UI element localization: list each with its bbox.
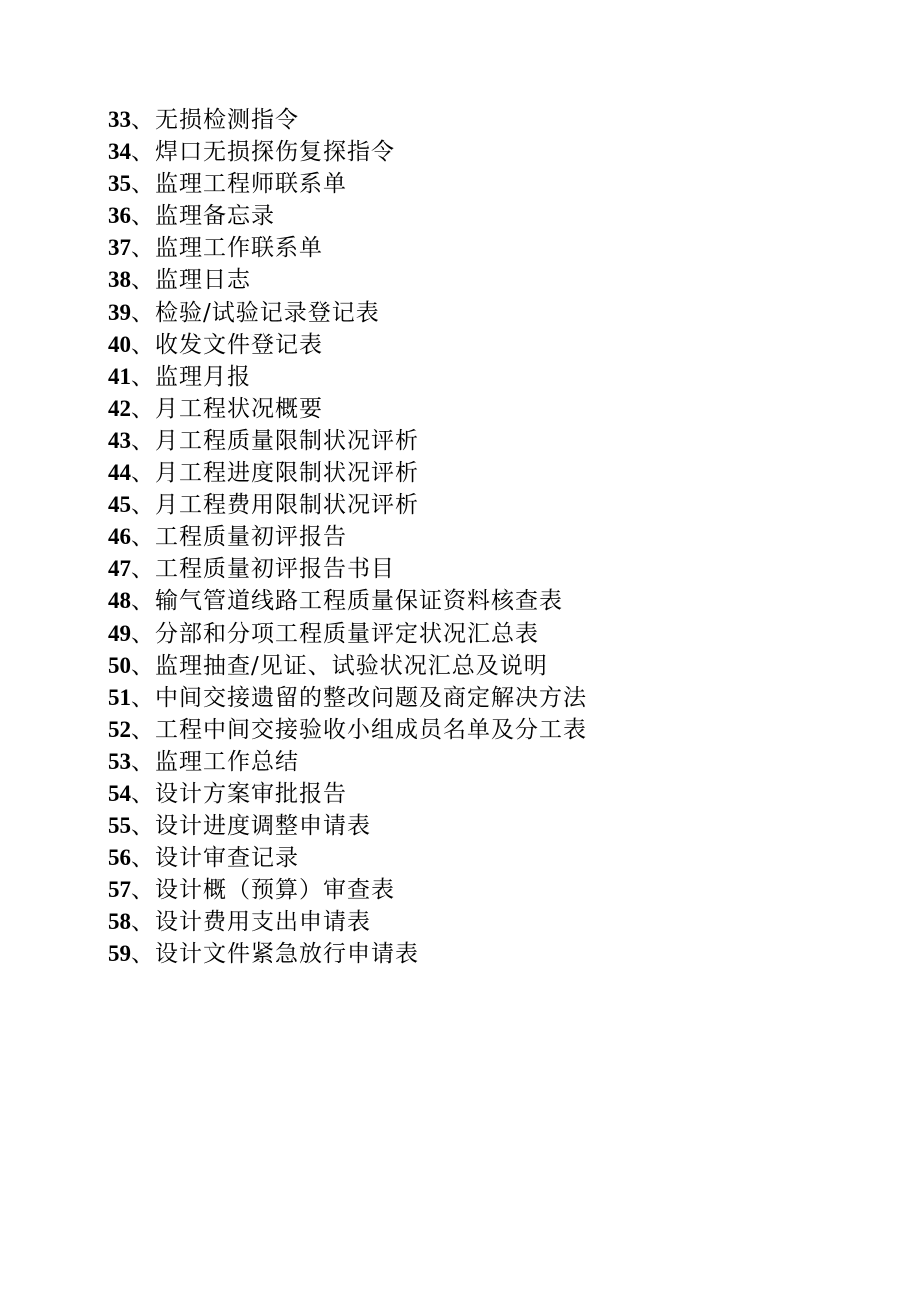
list-item bbox=[108, 521, 587, 553]
item-text: 、设计费用支出申请表 bbox=[131, 909, 371, 936]
list-item bbox=[108, 874, 587, 906]
item-number: 54 bbox=[108, 780, 131, 806]
item-text: 、收发文件登记表 bbox=[131, 331, 323, 358]
item-text: 、监理工程师联系单 bbox=[131, 171, 347, 198]
item-number: 56 bbox=[108, 845, 131, 871]
list-item bbox=[108, 553, 587, 585]
list-item bbox=[108, 329, 587, 361]
item-number: 45 bbox=[108, 492, 131, 518]
list-item bbox=[108, 778, 587, 810]
item-text: 、设计文件紧急放行申请表 bbox=[131, 941, 419, 968]
item-number: 39 bbox=[108, 299, 131, 325]
list-item bbox=[108, 136, 587, 168]
item-number: 38 bbox=[108, 267, 131, 293]
list-item bbox=[108, 425, 587, 457]
list-item bbox=[108, 682, 587, 714]
item-number: 49 bbox=[108, 620, 131, 646]
list-item bbox=[108, 906, 587, 938]
list-item bbox=[108, 585, 587, 617]
list-item bbox=[108, 489, 587, 521]
item-text: 、检验/试验记录登记表 bbox=[131, 299, 380, 326]
item-number: 46 bbox=[108, 524, 131, 550]
list-item bbox=[108, 618, 587, 650]
item-text: 、无损检测指令 bbox=[131, 107, 299, 133]
list-item bbox=[108, 393, 587, 425]
item-number: 55 bbox=[108, 813, 131, 839]
item-number: 48 bbox=[108, 588, 131, 614]
item-text: 、监理工作总结 bbox=[131, 748, 299, 775]
item-text: 、监理备忘录 bbox=[131, 203, 275, 230]
item-text: 、月工程费用限制状况评析 bbox=[131, 492, 419, 519]
item-text: 、月工程状况概要 bbox=[131, 395, 323, 422]
item-text: 、焊口无损探伤复探指令 bbox=[131, 139, 395, 166]
item-number: 58 bbox=[108, 909, 131, 935]
item-number: 42 bbox=[108, 395, 131, 421]
list-item bbox=[108, 104, 587, 136]
item-text: 、设计方案审批报告 bbox=[131, 780, 347, 807]
item-text: 、月工程进度限制状况评析 bbox=[131, 460, 419, 487]
list-item bbox=[108, 297, 587, 329]
item-number: 36 bbox=[108, 203, 131, 229]
item-text: 、监理日志 bbox=[131, 267, 251, 294]
document-list bbox=[108, 104, 587, 971]
item-text: 、分部和分项工程质量评定状况汇总表 bbox=[131, 620, 539, 647]
item-text: 、中间交接遗留的整改问题及商定解决方法 bbox=[131, 684, 587, 711]
list-item bbox=[108, 200, 587, 232]
item-text: 、输气管道线路工程质量保证资料核查表 bbox=[131, 588, 563, 615]
item-number: 35 bbox=[108, 171, 131, 197]
item-text: 、设计审查记录 bbox=[131, 845, 299, 872]
item-text: 、监理月报 bbox=[131, 363, 251, 390]
list-item bbox=[108, 746, 587, 778]
item-text: 、设计进度调整申请表 bbox=[131, 813, 371, 840]
item-text: 、设计概（预算）审查表 bbox=[131, 877, 395, 904]
list-item bbox=[108, 714, 587, 746]
item-number: 37 bbox=[108, 235, 131, 261]
item-text: 、监理抽查/见证、试验状况汇总及说明 bbox=[131, 652, 548, 679]
item-number: 44 bbox=[108, 460, 131, 486]
list-item bbox=[108, 938, 587, 970]
item-number: 50 bbox=[108, 652, 131, 678]
item-text: 、工程中间交接验收小组成员名单及分工表 bbox=[131, 716, 587, 743]
list-item bbox=[108, 361, 587, 393]
item-number: 43 bbox=[108, 427, 131, 453]
item-number: 59 bbox=[108, 941, 131, 967]
list-item bbox=[108, 842, 587, 874]
item-number: 34 bbox=[108, 139, 131, 165]
item-number: 40 bbox=[108, 331, 131, 357]
list-item bbox=[108, 168, 587, 200]
item-text: 、工程质量初评报告 bbox=[131, 524, 347, 551]
list-item bbox=[108, 650, 587, 682]
item-number: 52 bbox=[108, 716, 131, 742]
item-number: 47 bbox=[108, 556, 131, 582]
list-item bbox=[108, 810, 587, 842]
item-text: 、监理工作联系单 bbox=[131, 235, 323, 262]
item-text: 、工程质量初评报告书目 bbox=[131, 556, 395, 583]
item-number: 57 bbox=[108, 877, 131, 903]
item-number: 53 bbox=[108, 748, 131, 774]
list-item bbox=[108, 457, 587, 489]
item-number: 33 bbox=[108, 107, 131, 132]
list-item bbox=[108, 232, 587, 264]
item-number: 51 bbox=[108, 684, 131, 710]
item-number: 41 bbox=[108, 363, 131, 389]
list-item bbox=[108, 264, 587, 296]
item-text: 、月工程质量限制状况评析 bbox=[131, 427, 419, 454]
